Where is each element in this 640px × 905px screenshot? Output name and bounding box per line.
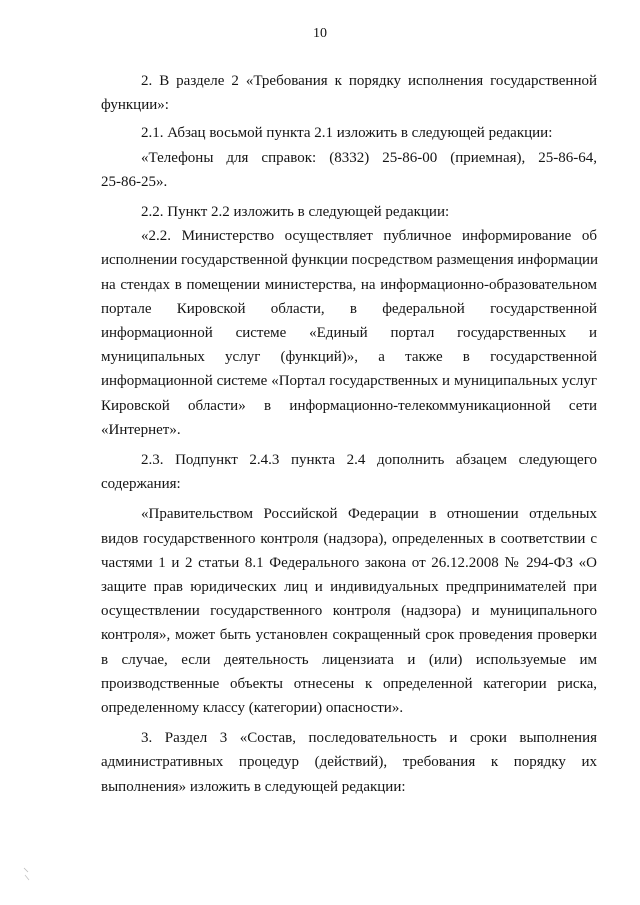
text-line: 2.1. Абзац восьмой пункта 2.1 изложить в следующей редакции: — [141, 125, 553, 141]
text-line: осуществлении государственного контроля (надзора) и муниципального — [101, 603, 597, 619]
text-line: портале Кировской области, в федеральной государственной — [101, 301, 597, 317]
text-line: информационной системе «Единый портал государственных и — [101, 325, 597, 341]
text-line: выполнения» изложить в следующей редакции: — [101, 779, 406, 795]
text-line: «Телефоны для справок: (8332) 25-86-00 (приемная), 25-86-64, — [141, 150, 597, 166]
text-line: «Правительством Российской Федерации в отношении отдельных — [141, 506, 597, 522]
text-line: 2. В разделе 2 «Требования к порядку исполнения государственной — [141, 73, 597, 89]
text-line: в случае, если деятельность лицензиата и (или) используемые им — [101, 652, 597, 668]
text-line: содержания: — [101, 476, 181, 492]
text-line: 2.2. Пункт 2.2 изложить в следующей редакции: — [141, 204, 450, 220]
text-line: административных процедур (действий), требования к порядку их — [101, 754, 597, 770]
scan-artifact — [22, 866, 32, 882]
text-line: определенному классу (категории) опасности». — [101, 700, 404, 716]
text-line: защите прав юридических лиц и индивидуальных предпринимателей при — [101, 579, 597, 595]
text-line: контроля», может быть установлен сокращенный срок проведения проверки — [101, 627, 597, 643]
text-line: муниципальных услуг (функций)», а также в государственной — [101, 349, 597, 365]
text-line: производственные объекты отнесены к определенной категории риска, — [101, 676, 597, 692]
text-line: 25-86-25». — [101, 174, 168, 190]
page-number: 10 — [313, 26, 327, 41]
text-line: функции»: — [101, 97, 169, 113]
text-line: на стендах в помещении министерства, на информационно-образовательном — [101, 277, 597, 293]
text-line: видов государственного контроля (надзора), определенных в соответствии с — [101, 531, 597, 547]
text-line: Кировской области» в информационно-телекоммуникационной сети — [101, 398, 597, 414]
text-line: информационной системе «Портал государственных и муниципальных услуг — [101, 373, 597, 389]
text-line: исполнении государственной функции посредством размещения информации — [101, 252, 599, 268]
text-line: «Интернет». — [101, 422, 181, 438]
text-line: 3. Раздел 3 «Состав, последовательность и сроки выполнения — [141, 730, 597, 746]
text-line: частями 1 и 2 статьи 8.1 Федерального закона от 26.12.2008 № 294-ФЗ «О — [101, 555, 597, 571]
text-line: 2.3. Подпункт 2.4.3 пункта 2.4 дополнить абзацем следующего — [141, 452, 597, 468]
text-line: «2.2. Министерство осуществляет публичное информирование об — [141, 228, 597, 244]
